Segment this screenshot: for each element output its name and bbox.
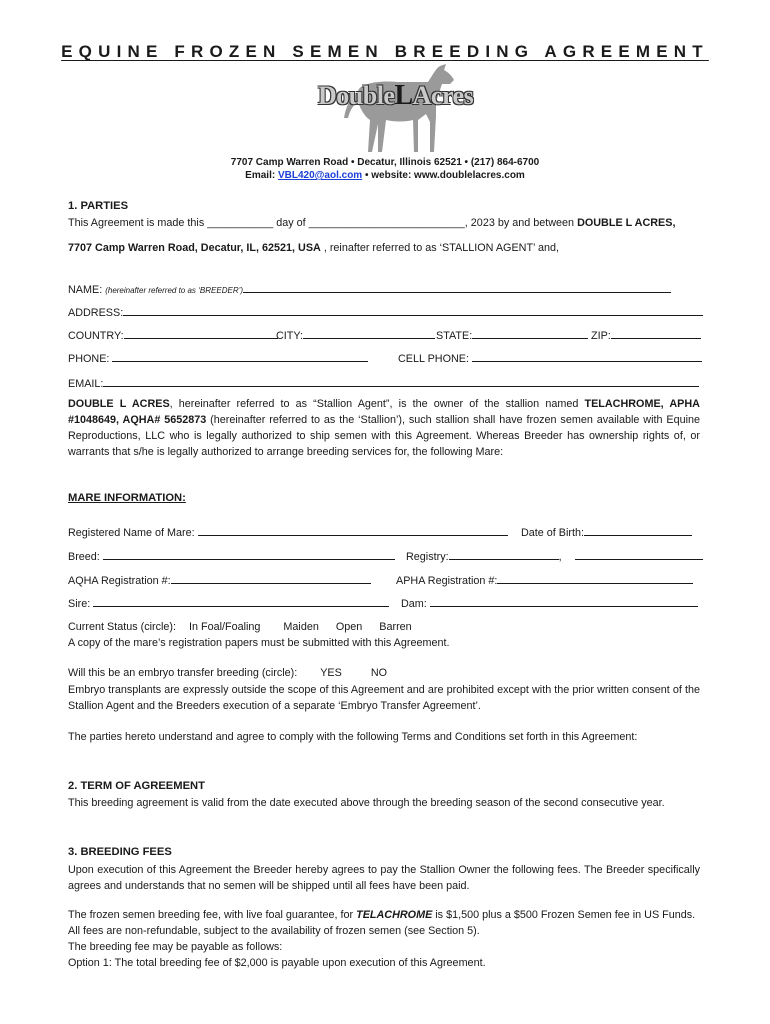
double-l-acres-logo — [318, 62, 474, 154]
status-option-maiden[interactable]: Maiden — [283, 621, 319, 633]
apha-registration-field[interactable]: APHA Registration #: — [396, 573, 693, 587]
cell-phone-field[interactable]: CELL PHONE: — [398, 351, 702, 365]
non-refundable-line: All fees are non-refundable, subject to the availability of frozen semen (see Section 5). — [68, 925, 480, 937]
section-heading-fees: 3. BREEDING FEES — [68, 846, 172, 858]
status-option-open[interactable]: Open — [335, 621, 363, 633]
logo-wordmark: DoubleLAcres — [318, 80, 474, 111]
agent-address-line: 7707 Camp Warren Road, Decatur, IL, 62521, USA , reinafter referred to as ‘STALLION AGENT’ and, — [68, 242, 560, 254]
registration-copy-note: A copy of the mare’s registration papers must be submitted with this Agreement. — [68, 637, 450, 649]
section-heading-term: 2. TERM OF AGREEMENT — [68, 780, 205, 792]
email-field[interactable]: EMAIL: — [68, 376, 699, 390]
terms-agreement-line: The parties hereto understand and agree to comply with the following Terms and Conditions set forth in this Agreement: — [68, 731, 638, 743]
contact-line: Email: VBL420@aol.com • website: www.doublelacres.com — [245, 170, 525, 181]
state-field[interactable]: STATE: — [436, 328, 588, 342]
name-field[interactable]: NAME: (hereinafter referred to as ‘BREEDER’) — [68, 282, 671, 296]
mare-registry-field[interactable]: Registry: , — [406, 549, 703, 563]
status-option-in-foal[interactable]: In Foal/Foaling — [189, 621, 261, 633]
parties-paragraph: DOUBLE L ACRES, hereinafter referred to as “Stallion Agent”, is the owner of the stallion named TELACHROME, APHA #1048649, AQHA# 5652873 (hereinafter referred to as the ‘Stallion’), such stallion shall have frozen semen available with Equine Reproductions, LLC who is legally authorized to ship semen with this Agreement. Whereas Breeder has ownership rights of, or warrants that s/he is legally authorized to arrange breeding services for, the following Mare: — [68, 398, 700, 458]
term-text: This breeding agreement is valid from the date executed above through the breeding season of the second consecutive year. — [68, 797, 665, 809]
fees-paragraph: Upon execution of this Agreement the Breeder hereby agrees to pay the Stallion Owner the following fees. The Breeder specifically agrees and understands that no semen will be shipped until all fees have been paid. — [68, 864, 700, 892]
mare-dob-field[interactable]: Date of Birth: — [521, 525, 692, 539]
dam-field[interactable]: Dam: — [401, 596, 698, 610]
payable-line: The breeding fee may be payable as follows: — [68, 941, 283, 953]
section-heading-parties: 1. PARTIES — [68, 200, 129, 212]
section-heading-mare: MARE INFORMATION: — [68, 492, 186, 504]
zip-field[interactable]: ZIP: — [591, 328, 701, 342]
aqha-registration-field[interactable]: AQHA Registration #: — [68, 573, 371, 587]
breeding-fee-line: The frozen semen breeding fee, with live foal guarantee, for TELACHROME is $1,500 plus a $500 Frozen Semen fee in US Funds. — [68, 909, 696, 921]
embryo-option-yes[interactable]: YES — [320, 667, 342, 679]
status-option-barren[interactable]: Barren — [379, 621, 412, 633]
embryo-transfer-question: Will this be an embryo transfer breeding (circle): YES NO — [68, 667, 388, 679]
embryo-paragraph: Embryo transplants are expressly outside the scope of this Agreement and are prohibited except with the prior written consent of the Stallion Agent and the Breeders execution of a separate ‘Embryo Transfer Agreement’. — [68, 684, 700, 712]
phone-field[interactable]: PHONE: — [68, 351, 368, 365]
city-field[interactable]: CITY: — [276, 328, 435, 342]
current-status-line: Current Status (circle): In Foal/Foaling Maiden Open Barren — [68, 621, 412, 633]
mare-breed-field[interactable]: Breed: — [68, 549, 395, 563]
embryo-option-no[interactable]: NO — [370, 667, 388, 679]
agreement-date-line: This Agreement is made this ___________ day of __________________________, 2023 by and between DOUBLE L ACRES, — [68, 217, 676, 229]
document-title: EQUINE FROZEN SEMEN BREEDING AGREEMENT — [61, 42, 709, 61]
address-line: 7707 Camp Warren Road • Decatur, Illinois 62521 • (217) 864-6700 — [230, 157, 540, 168]
option-1-line: Option 1: The total breeding fee of $2,000 is payable upon execution of this Agreement. — [68, 957, 486, 969]
sire-field[interactable]: Sire: — [68, 596, 389, 610]
mare-name-field[interactable]: Registered Name of Mare: — [68, 525, 508, 539]
email-link[interactable]: VBL420@aol.com — [277, 170, 363, 181]
address-field[interactable]: ADDRESS: — [68, 305, 703, 319]
country-field[interactable]: COUNTRY: — [68, 328, 278, 342]
